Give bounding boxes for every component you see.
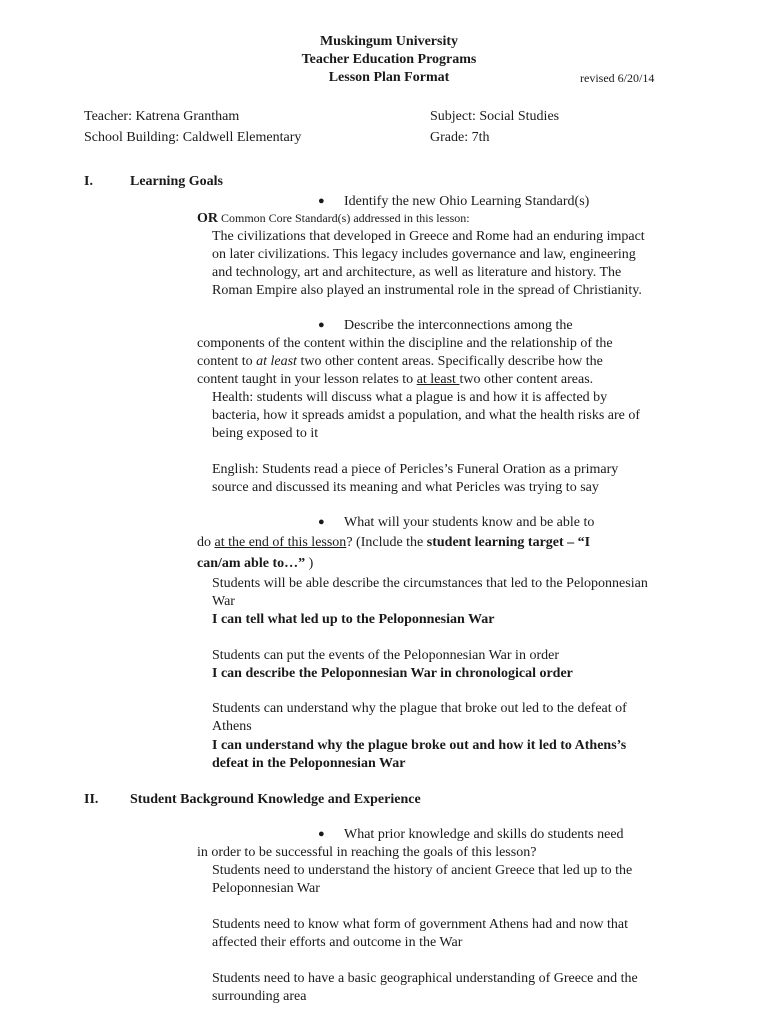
text-run-bold: student learning target – “I [426, 535, 591, 550]
teacher-name: Teacher: Katrena Grantham [84, 109, 240, 124]
bullet-icon: ● [318, 319, 325, 331]
header-university: Muskingum University [319, 34, 459, 49]
bullet-icon: ● [318, 828, 325, 840]
section-1-title: Learning Goals [130, 174, 223, 189]
text-run: two other content areas. [459, 372, 594, 387]
target-description: Students can put the events of the Peloponnesian War in order [212, 648, 559, 663]
english-line: English: Students read a piece of Pericles’s Funeral Oration as a primary [212, 462, 619, 477]
target-description: Students will be able describe the circumstances that led to the Peloponnesian [212, 576, 648, 591]
interconnections-line [197, 354, 603, 370]
bullet-learning-target [318, 515, 594, 531]
revised-date: revised 6/20/14 [580, 71, 655, 85]
standard-line: Roman Empire also played an instrumental role in the spread of Christianity. [212, 283, 642, 298]
text-run: do [197, 535, 215, 550]
or-common-core [197, 211, 470, 227]
or-text: Common Core Standard(s) addressed in this lesson: [218, 211, 470, 225]
bullet-ohio-standard [318, 194, 589, 210]
bullet-text: Identify the new Ohio Learning Standard(s) [344, 194, 590, 209]
background-item: Students need to know what form of government Athens had and now that [212, 917, 629, 932]
background-item: surrounding area [212, 989, 307, 1004]
section-1-number: I. [84, 174, 93, 189]
learning-target-line [197, 535, 590, 551]
target-can-statement: I can tell what led up to the Peloponnesian War [212, 612, 495, 627]
prior-knowledge-line: in order to be successful in reaching the goals of this lesson? [197, 845, 537, 860]
target-can-statement: I can describe the Peloponnesian War in chronological order [212, 666, 573, 681]
health-line: Health: students will discuss what a plague is and how it is affected by [212, 390, 608, 405]
or-label: OR [197, 211, 218, 226]
bullet-interconnections [318, 318, 573, 334]
background-item: affected their efforts and outcome in the War [212, 935, 463, 950]
subject: Subject: Social Studies [430, 109, 560, 124]
school-building: School Building: Caldwell Elementary [84, 130, 302, 145]
interconnections-line [197, 372, 593, 388]
text-run: ? (Include the [346, 535, 427, 550]
section-2-title: Student Background Knowledge and Experience [130, 792, 421, 807]
interconnections-line: components of the content within the discipline and the relationship of the [197, 336, 613, 351]
target-description: Students can understand why the plague that broke out led to the defeat of [212, 701, 627, 716]
bullet-text: What prior knowledge and skills do students need [344, 827, 624, 842]
text-run: two other content areas. Specifically describe how the [296, 354, 603, 369]
text-run-underline: at the end of this lesson [214, 535, 347, 550]
target-description: War [212, 594, 235, 609]
grade: Grade: 7th [430, 130, 490, 145]
standard-line: on later civilizations. This legacy includes governance and law, engineering [212, 247, 636, 262]
bullet-icon: ● [318, 195, 325, 207]
english-line: source and discussed its meaning and what Pericles was trying to say [212, 480, 599, 495]
background-item: Students need to understand the history of ancient Greece that led up to the [212, 863, 633, 878]
bullet-icon: ● [318, 516, 325, 528]
background-item: Students need to have a basic geographical understanding of Greece and the [212, 971, 638, 986]
standard-line: The civilizations that developed in Greece and Rome had an enduring impact [212, 229, 645, 244]
background-item: Peloponnesian War [212, 881, 320, 896]
bullet-text: Describe the interconnections among the [344, 318, 573, 333]
text-run-underline: at least [416, 372, 460, 387]
text-run: ) [305, 556, 314, 571]
text-run: content taught in your lesson relates to [197, 372, 417, 387]
header-program: Teacher Education Programs [301, 52, 477, 67]
health-line: bacteria, how it spreads amidst a population, and what the health risks are of [212, 408, 641, 423]
bullet-prior-knowledge [318, 827, 624, 843]
text-run: content to [197, 354, 257, 369]
header-format: Lesson Plan Format [328, 70, 450, 85]
target-description: Athens [212, 719, 252, 734]
health-line: being exposed to it [212, 426, 319, 441]
target-can-statement: defeat in the Peloponnesian War [212, 756, 406, 771]
text-run-bold: can/am able to…” [197, 556, 306, 571]
target-can-statement: I can understand why the plague broke out and how it led to Athens’s [212, 738, 627, 753]
learning-target-line [197, 556, 313, 572]
bullet-text: What will your students know and be able to [344, 515, 595, 530]
text-run-italic: at least [256, 354, 297, 369]
section-2-number: II. [84, 792, 99, 807]
standard-line: and technology, art and architecture, as well as literature and history. The [212, 265, 622, 280]
